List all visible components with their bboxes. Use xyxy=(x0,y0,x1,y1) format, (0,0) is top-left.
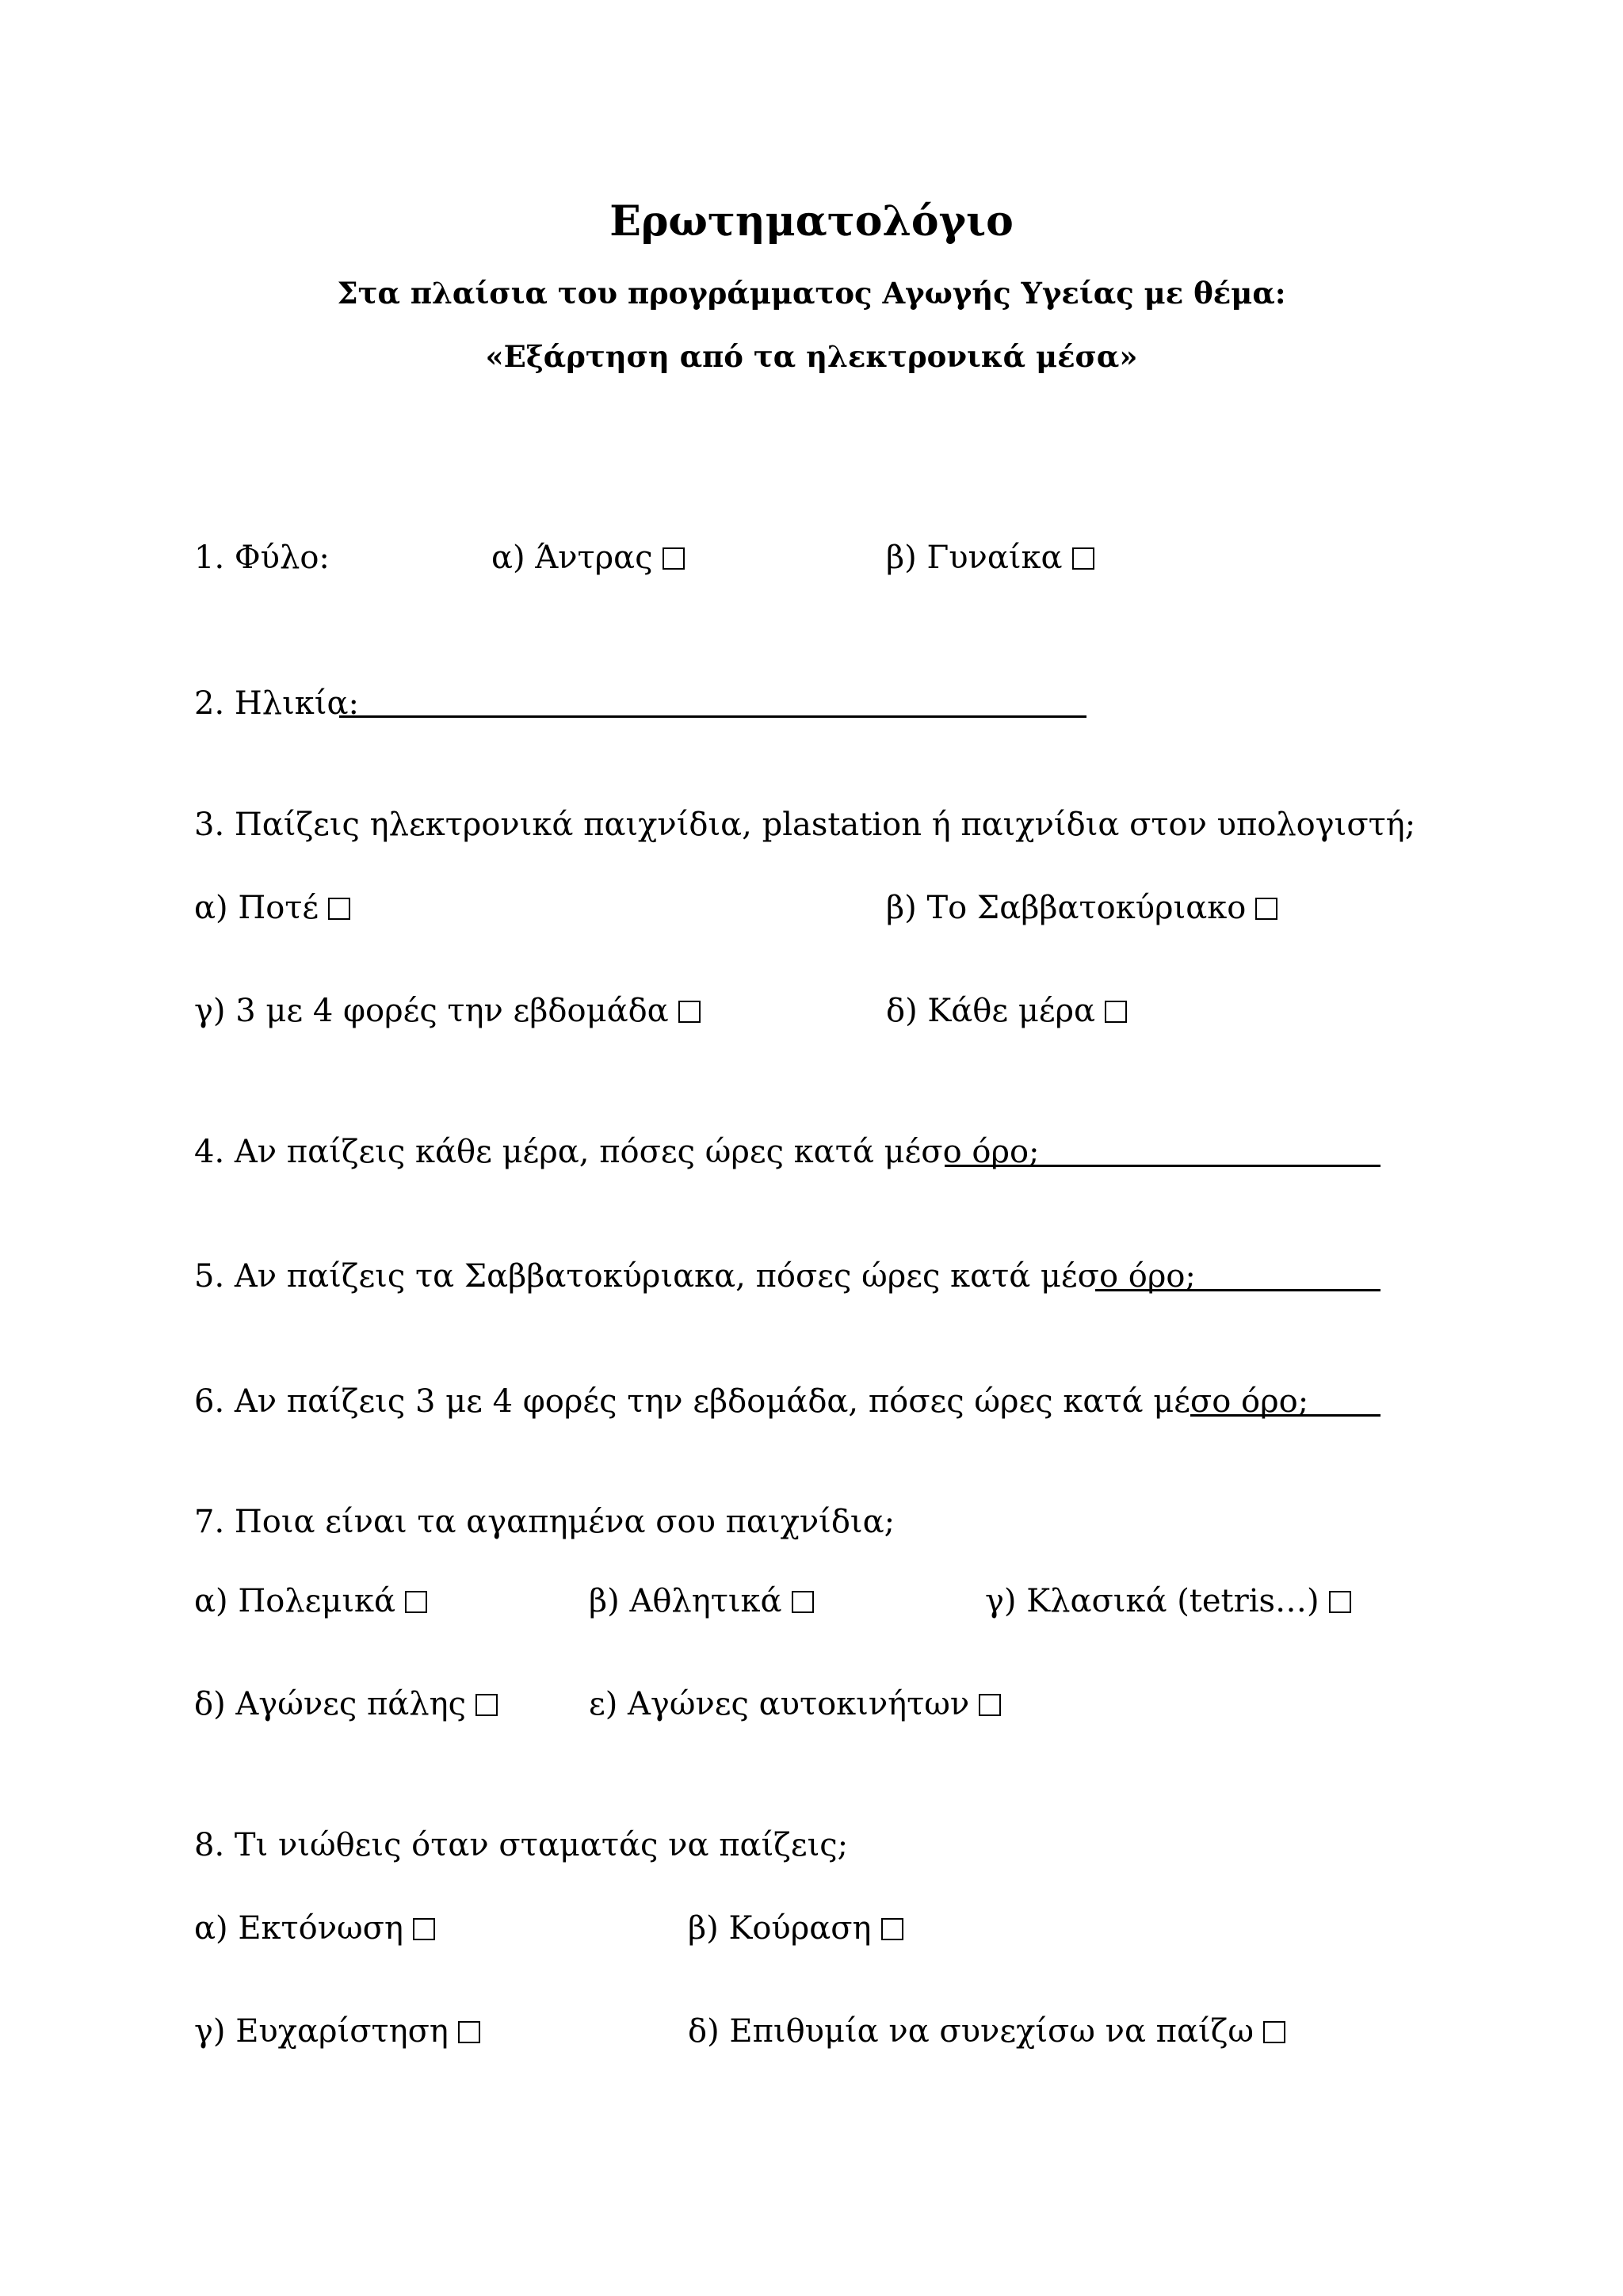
q1-option-a-label: α) Άντρας xyxy=(491,540,653,576)
q3-option-c-label: γ) 3 με 4 φορές την εβδομάδα xyxy=(194,993,669,1029)
checkbox[interactable] xyxy=(979,1694,1001,1716)
q8-label: 8. Τι νιώθεις όταν σταματάς να παίζεις; xyxy=(194,1827,849,1863)
q6-hours-blank[interactable] xyxy=(1190,1414,1381,1417)
q8-option-d-label: δ) Επιθυμία να συνεχίσω να παίζω xyxy=(688,2013,1254,2050)
q5-label: 5. Αν παίζεις τα Σαββατοκύριακα, πόσες ώρες κατά μέσο όρο; xyxy=(194,1258,1196,1295)
q2-age-blank[interactable] xyxy=(339,715,1086,718)
q7-option-d-label: δ) Αγώνες πάλης xyxy=(194,1686,466,1722)
q7-option-c-label: γ) Κλασικά (tetris…) xyxy=(985,1583,1319,1619)
subtitle-program: Στα πλαίσια του προγράμματος Αγωγής Υγείας με θέμα: xyxy=(337,276,1286,311)
q3-label: 3. Παίζεις ηλεκτρονικά παιχνίδια, plastation ή παιχνίδια στον υπολογιστή; xyxy=(194,807,1416,843)
checkbox[interactable] xyxy=(792,1591,814,1613)
q4-hours-blank[interactable] xyxy=(945,1165,1381,1167)
checkbox[interactable] xyxy=(413,1918,435,1940)
checkbox[interactable] xyxy=(1263,2021,1285,2043)
checkbox[interactable] xyxy=(1329,1591,1351,1613)
q8-option-b-label: β) Κούραση xyxy=(688,1910,872,1947)
q8-option-c[interactable] xyxy=(194,2011,480,2052)
checkbox[interactable] xyxy=(405,1591,427,1613)
q3-option-d-label: δ) Κάθε μέρα xyxy=(886,993,1096,1029)
q4-label: 4. Αν παίζεις κάθε μέρα, πόσες ώρες κατά μέσο όρο; xyxy=(194,1134,1040,1170)
checkbox[interactable] xyxy=(678,1001,701,1023)
checkbox[interactable] xyxy=(663,547,685,570)
checkbox[interactable] xyxy=(328,898,350,920)
q1-option-b[interactable] xyxy=(886,537,1094,578)
checkbox[interactable] xyxy=(1072,547,1094,570)
q1-option-a[interactable] xyxy=(491,537,685,578)
checkbox[interactable] xyxy=(475,1694,498,1716)
q3-option-a-label: α) Ποτέ xyxy=(194,890,319,926)
page-title: Ερωτηματολόγιο xyxy=(609,197,1014,246)
q7-option-a-label: α) Πολεμικά xyxy=(194,1583,396,1619)
q8-option-a[interactable] xyxy=(194,1908,435,1949)
q5-hours-blank[interactable] xyxy=(1095,1289,1381,1291)
q1-option-b-label: β) Γυναίκα xyxy=(886,540,1063,576)
subtitle-topic: «Εξάρτηση από τα ηλεκτρονικά μέσα» xyxy=(485,339,1138,374)
q3-option-c[interactable] xyxy=(194,990,701,1032)
q8-option-b[interactable] xyxy=(688,1908,903,1949)
q7-option-e-label: ε) Αγώνες αυτοκινήτων xyxy=(589,1686,970,1722)
q3-option-b[interactable] xyxy=(886,887,1277,929)
checkbox[interactable] xyxy=(1255,898,1277,920)
q7-option-b-label: β) Αθλητικά xyxy=(589,1583,782,1619)
q8-option-d[interactable] xyxy=(688,2011,1285,2052)
q7-option-d[interactable] xyxy=(194,1684,498,1725)
q2-label: 2. Ηλικία: xyxy=(194,685,359,722)
q8-option-a-label: α) Εκτόνωση xyxy=(194,1910,403,1947)
q7-option-b[interactable] xyxy=(589,1581,814,1622)
q7-label: 7. Ποια είναι τα αγαπημένα σου παιχνίδια; xyxy=(194,1504,896,1540)
checkbox[interactable] xyxy=(458,2021,480,2043)
q3-option-a[interactable] xyxy=(194,887,350,929)
q8-option-c-label: γ) Ευχαρίστηση xyxy=(194,2013,449,2050)
q7-option-a[interactable] xyxy=(194,1581,427,1622)
q3-option-b-label: β) Το Σαββατοκύριακο xyxy=(886,890,1247,926)
checkbox[interactable] xyxy=(881,1918,903,1940)
q1-label: 1. Φύλο: xyxy=(194,540,330,576)
q6-label: 6. Αν παίζεις 3 με 4 φορές την εβδομάδα, πόσες ώρες κατά μέσο όρο; xyxy=(194,1383,1309,1420)
q7-option-e[interactable] xyxy=(589,1684,1001,1725)
q3-option-d[interactable] xyxy=(886,990,1127,1032)
q7-option-c[interactable] xyxy=(985,1581,1351,1622)
checkbox[interactable] xyxy=(1105,1001,1127,1023)
